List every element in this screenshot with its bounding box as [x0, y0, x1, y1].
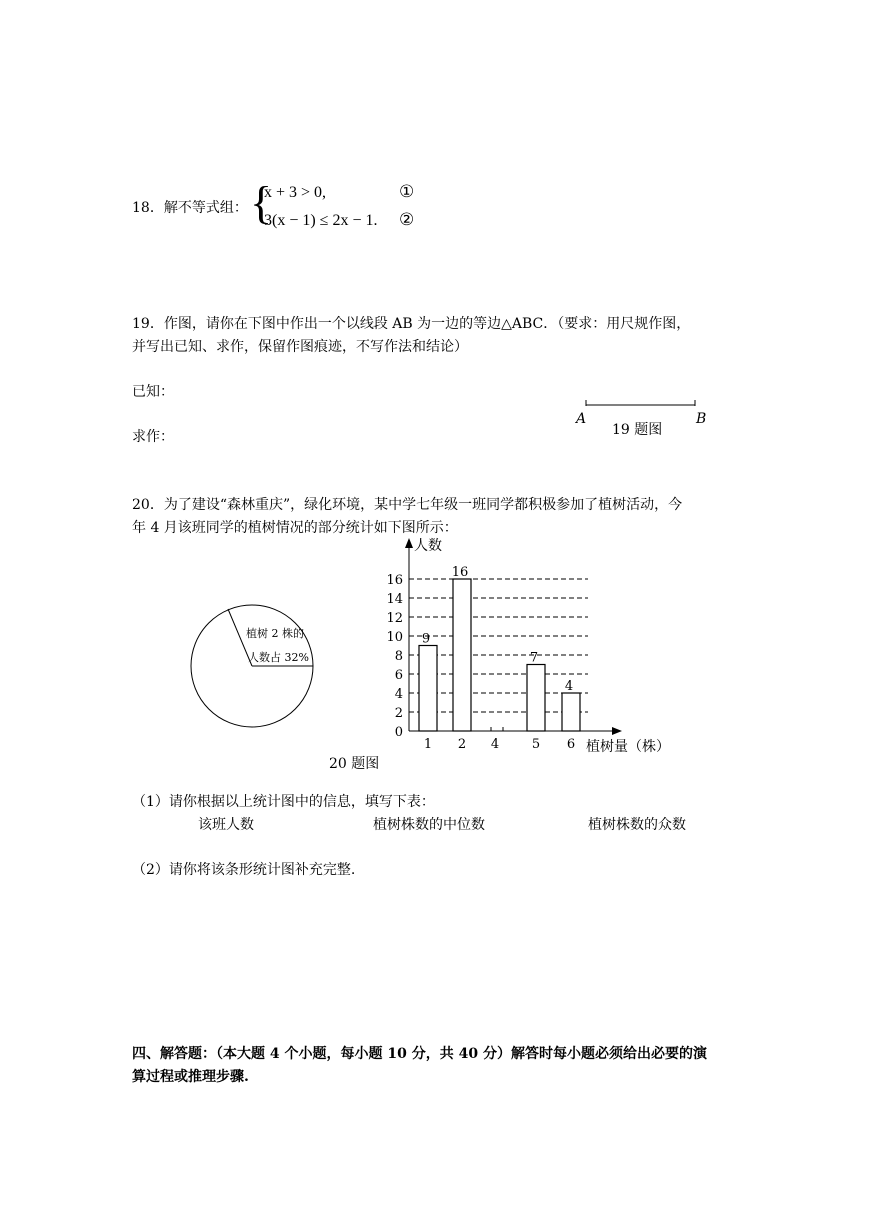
y-tick-label-12: 12 — [386, 611, 403, 626]
y-axis-arrow — [405, 538, 413, 548]
q19-find: 求作： — [132, 429, 174, 445]
q20-line-1: 20．为了建设“森林重庆”，绿化环境，某中学七年级一班同学都积极参加了植树活动，今 — [132, 497, 683, 513]
q18-inequality-1: x + 3 > 0, — [264, 184, 327, 201]
x-axis-arrow — [612, 727, 622, 735]
point-b-label: B — [696, 411, 707, 427]
table-header-class-size: 该班人数 — [198, 817, 254, 833]
bar-value-label-1: 9 — [421, 631, 431, 647]
q20-line-2: 年 4 月该班同学的植树情况的部分统计如下图所示： — [132, 520, 458, 536]
q19-line-1: 19．作图，请你在下图中作出一个以线段 AB 为一边的等边△ABC．（要求：用尺规作图， — [132, 316, 691, 332]
x-tick-label-1: 1 — [423, 737, 433, 752]
table-header-mode: 植树株数的众数 — [588, 817, 686, 833]
bar-value-label-2: 16 — [451, 565, 469, 580]
x-tick-label-5: 5 — [531, 737, 541, 752]
pie-label-line-1: 植树 2 株的 — [246, 627, 304, 640]
x-tick-label-6: 6 — [566, 737, 576, 752]
q18-inequality-2: 3(x − 1) ≤ 2x − 1. — [264, 212, 378, 229]
q19-line-2: 并写出已知、求作，保留作图痕迹，不写作法和结论） — [132, 339, 468, 355]
y-tick-label-8: 8 — [394, 649, 403, 664]
bar-6 — [562, 693, 580, 731]
x-tick-label-2: 2 — [457, 737, 467, 752]
pie-chart — [186, 600, 322, 736]
bar-1 — [419, 646, 437, 732]
q18-label: 18．解不等式组： — [132, 200, 248, 216]
bar-value-label-6: 4 — [564, 679, 574, 694]
q20-sub2: （2）请你将该条形统计图补充完整. — [132, 862, 356, 878]
q19-figure — [570, 396, 720, 442]
bar-5 — [527, 665, 545, 732]
point-a-label: A — [576, 411, 587, 427]
y-tick-label-14: 14 — [386, 592, 403, 607]
brace-symbol: { — [250, 177, 273, 228]
y-tick-label-10: 10 — [386, 630, 403, 645]
section4-line-2: 算过程或推理步骤. — [132, 1069, 249, 1085]
y-tick-label-2: 2 — [394, 706, 403, 721]
bar-value-label-5: 7 — [529, 650, 539, 666]
y-tick-label-16: 16 — [386, 573, 403, 588]
x-axis-label: 植树量（株） — [586, 739, 670, 755]
q19-known: 已知： — [132, 384, 174, 400]
y-tick-label-0: 0 — [394, 725, 403, 740]
bar-2 — [453, 579, 471, 731]
q20-figure-caption: 20 题图 — [329, 756, 380, 772]
q18-marker-1: ① — [399, 182, 415, 201]
y-axis-label: 人数 — [414, 538, 442, 554]
section4-line-1: 四、解答题：（本大题 4 个小题，每小题 10 分，共 40 分）解答时每小题必须给出必要的演 — [132, 1046, 707, 1062]
y-tick-label-6: 6 — [394, 668, 403, 683]
pie-label-line-2: 人数占 32% — [248, 651, 309, 664]
bar-chart — [360, 530, 700, 760]
y-tick-label-4: 4 — [394, 687, 403, 702]
q20-sub1: （1）请你根据以上统计图中的信息，填写下表： — [132, 794, 435, 810]
q18-marker-2: ② — [399, 210, 415, 229]
q19-figure-caption: 19 题图 — [612, 422, 663, 438]
x-tick-label-4: 4 — [490, 737, 500, 752]
table-header-median: 植树株数的中位数 — [373, 817, 485, 833]
